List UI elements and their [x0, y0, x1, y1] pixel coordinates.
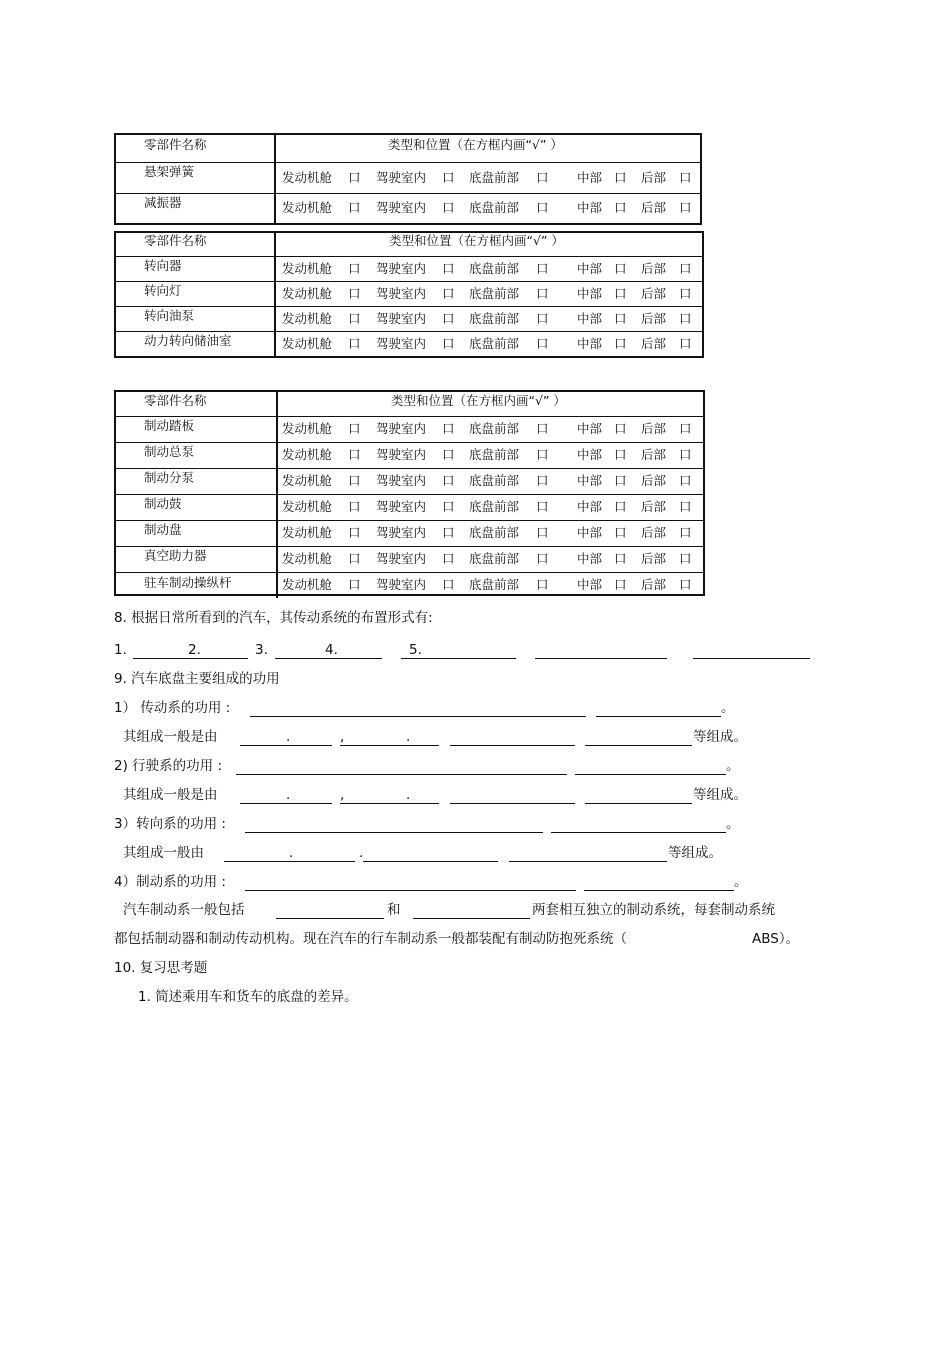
checkbox-cab[interactable]: 口 [442, 200, 455, 215]
q9-l1: 1） 传动系的功用 : [114, 700, 231, 716]
table-row [116, 546, 703, 572]
checkbox-middle[interactable]: 口 [614, 336, 627, 351]
header-name: 零部件名称 [144, 137, 207, 152]
option-chassis-front: 底盘前部 [469, 200, 520, 215]
option-middle: 中部 [577, 577, 603, 592]
checkbox-cab[interactable]: 口 [442, 473, 455, 488]
option-engine-bay: 发动机舱 [282, 200, 333, 215]
option-engine-bay: 发动机舱 [282, 499, 333, 514]
checkbox-middle[interactable]: 口 [614, 170, 627, 185]
blank-steering-function-2[interactable] [551, 832, 726, 833]
checkbox-engine-bay[interactable]: 口 [348, 473, 361, 488]
blank[interactable] [240, 745, 332, 746]
checkbox-middle[interactable]: 口 [614, 261, 627, 276]
option-chassis-front: 底盘前部 [469, 421, 520, 436]
option-rear: 后部 [641, 421, 667, 436]
checkbox-rear[interactable]: 口 [679, 261, 692, 276]
option-cab: 驾驶室内 [376, 577, 427, 592]
option-middle: 中部 [577, 499, 603, 514]
comma: , [340, 729, 345, 745]
option-rear: 后部 [641, 170, 667, 185]
checkbox-rear[interactable]: 口 [679, 499, 692, 514]
table-row [116, 162, 700, 193]
etc: 等组成。 [693, 729, 747, 745]
checkbox-cab[interactable]: 口 [442, 170, 455, 185]
checkbox-middle[interactable]: 口 [614, 311, 627, 326]
option-chassis-front: 底盘前部 [469, 473, 520, 488]
blank-running-function-2[interactable] [575, 774, 726, 775]
dot: . [286, 787, 291, 803]
brake-text-a: 汽车制动系一般包括 [123, 902, 245, 918]
q8-n5: 5. [409, 642, 422, 658]
header-name: 零部件名称 [144, 393, 207, 408]
option-rear: 后部 [641, 499, 667, 514]
checkbox-chassis-front[interactable]: 口 [536, 336, 549, 351]
option-cab: 驾驶室内 [376, 421, 427, 436]
option-cab: 驾驶室内 [376, 200, 427, 215]
checkbox-cab[interactable]: 口 [442, 421, 455, 436]
blank[interactable] [585, 745, 692, 746]
option-middle: 中部 [577, 336, 603, 351]
checkbox-rear[interactable]: 口 [679, 577, 692, 592]
period: 。 [734, 874, 748, 890]
checkbox-middle[interactable]: 口 [614, 421, 627, 436]
header-type: 类型和位置（在方框内画“√” ） [389, 233, 564, 248]
checkbox-rear[interactable]: 口 [679, 336, 692, 351]
comma: , [340, 787, 345, 803]
part-name: 转向灯 [144, 283, 182, 298]
option-middle: 中部 [577, 473, 603, 488]
q8-n4: 4. [325, 642, 338, 658]
blank[interactable] [450, 803, 575, 804]
table-row [116, 494, 703, 520]
option-rear: 后部 [641, 311, 667, 326]
option-rear: 后部 [641, 286, 667, 301]
table-suspension [114, 133, 702, 225]
table-row [116, 331, 702, 356]
option-rear: 后部 [641, 525, 667, 540]
blank[interactable] [585, 803, 692, 804]
part-name: 转向油泵 [144, 308, 195, 323]
blank-brake-function[interactable] [245, 890, 576, 891]
blank[interactable] [509, 861, 667, 862]
checkbox-chassis-front[interactable]: 口 [536, 551, 549, 566]
checkbox-engine-bay[interactable]: 口 [348, 311, 361, 326]
checkbox-cab[interactable]: 口 [442, 311, 455, 326]
blank-1[interactable] [133, 658, 248, 659]
blank[interactable] [224, 861, 355, 862]
option-engine-bay: 发动机舱 [282, 311, 333, 326]
checkbox-engine-bay[interactable]: 口 [348, 525, 361, 540]
option-rear: 后部 [641, 447, 667, 462]
q9-l3: 3）转向系的功用 : [114, 816, 226, 832]
option-chassis-front: 底盘前部 [469, 336, 520, 351]
q8-n3: 3. [255, 642, 268, 658]
checkbox-rear[interactable]: 口 [679, 473, 692, 488]
table-header [116, 233, 702, 256]
q9-l3b: 其组成一般由 [123, 845, 204, 861]
dot: . [406, 729, 411, 745]
blank-transmission-function[interactable] [250, 716, 586, 717]
part-name: 悬架弹簧 [144, 164, 195, 179]
option-engine-bay: 发动机舱 [282, 421, 333, 436]
checkbox-engine-bay[interactable]: 口 [348, 421, 361, 436]
checkbox-cab[interactable]: 口 [442, 577, 455, 592]
option-middle: 中部 [577, 200, 603, 215]
option-chassis-front: 底盘前部 [469, 311, 520, 326]
checkbox-rear[interactable]: 口 [679, 551, 692, 566]
blank-6[interactable] [535, 658, 667, 659]
option-engine-bay: 发动机舱 [282, 286, 333, 301]
option-rear: 后部 [641, 473, 667, 488]
table-steering [114, 231, 704, 358]
option-engine-bay: 发动机舱 [282, 170, 333, 185]
option-middle: 中部 [577, 525, 603, 540]
checkbox-chassis-front[interactable]: 口 [536, 200, 549, 215]
option-engine-bay: 发动机舱 [282, 473, 333, 488]
option-engine-bay: 发动机舱 [282, 525, 333, 540]
option-chassis-front: 底盘前部 [469, 551, 520, 566]
header-type: 类型和位置（在方框内画“√” ） [391, 393, 566, 408]
checkbox-chassis-front[interactable]: 口 [536, 473, 549, 488]
checkbox-engine-bay[interactable]: 口 [348, 200, 361, 215]
checkbox-middle[interactable]: 口 [614, 551, 627, 566]
table-row [116, 520, 703, 546]
option-engine-bay: 发动机舱 [282, 261, 333, 276]
blank[interactable] [450, 745, 575, 746]
blank-5[interactable] [401, 658, 516, 659]
checkbox-chassis-front[interactable]: 口 [536, 421, 549, 436]
part-name: 制动踏板 [144, 418, 195, 433]
table-row [116, 572, 703, 598]
option-rear: 后部 [641, 200, 667, 215]
q9-l2b: 其组成一般是由 [123, 787, 218, 803]
option-cab: 驾驶室内 [376, 336, 427, 351]
checkbox-rear[interactable]: 口 [679, 286, 692, 301]
blank[interactable] [340, 803, 439, 804]
period: 。 [726, 758, 740, 774]
checkbox-chassis-front[interactable]: 口 [536, 311, 549, 326]
option-engine-bay: 发动机舱 [282, 447, 333, 462]
part-name: 动力转向储油室 [144, 333, 232, 348]
option-cab: 驾驶室内 [376, 447, 427, 462]
option-middle: 中部 [577, 311, 603, 326]
q8-n1: 1. [114, 642, 127, 658]
table-header [116, 135, 700, 162]
checkbox-engine-bay[interactable]: 口 [348, 577, 361, 592]
option-cab: 驾驶室内 [376, 261, 427, 276]
header-name: 零部件名称 [144, 233, 207, 248]
q10-title: 10. 复习思考题 [114, 960, 208, 976]
q8-n2: 2. [188, 642, 201, 658]
table-header [116, 392, 703, 416]
checkbox-middle[interactable]: 口 [614, 499, 627, 514]
part-name: 转向器 [144, 258, 182, 273]
option-chassis-front: 底盘前部 [469, 577, 520, 592]
blank-7[interactable] [693, 658, 810, 659]
part-name: 制动分泵 [144, 470, 195, 485]
checkbox-rear[interactable]: 口 [679, 311, 692, 326]
option-middle: 中部 [577, 286, 603, 301]
option-engine-bay: 发动机舱 [282, 336, 333, 351]
checkbox-chassis-front[interactable]: 口 [536, 577, 549, 592]
blank[interactable] [240, 803, 332, 804]
q8-title: 8. 根据日常所看到的汽车，其传动系统的布置形式有: [114, 610, 433, 626]
table-brake [114, 390, 705, 596]
checkbox-middle[interactable]: 口 [614, 447, 627, 462]
checkbox-engine-bay[interactable]: 口 [348, 551, 361, 566]
checkbox-chassis-front[interactable]: 口 [536, 286, 549, 301]
checkbox-chassis-front[interactable]: 口 [536, 261, 549, 276]
part-name: 减振器 [144, 195, 182, 210]
period: 。 [726, 816, 740, 832]
blank-running-function[interactable] [236, 774, 567, 775]
checkbox-engine-bay[interactable]: 口 [348, 336, 361, 351]
period: 。 [721, 700, 735, 716]
checkbox-middle[interactable]: 口 [614, 200, 627, 215]
option-chassis-front: 底盘前部 [469, 261, 520, 276]
brake-text-b: 两套相互独立的制动系统，每套制动系统 [532, 902, 775, 918]
checkbox-middle[interactable]: 口 [614, 286, 627, 301]
option-middle: 中部 [577, 421, 603, 436]
brake-text-c: 都包括制动器和制动传动机构。现在汽车的行车制动系一般都装配有制动防抱死系统（ [114, 931, 627, 947]
checkbox-cab[interactable]: 口 [442, 447, 455, 462]
part-name: 制动总泵 [144, 444, 195, 459]
option-cab: 驾驶室内 [376, 499, 427, 514]
part-name: 制动鼓 [144, 496, 182, 511]
dot: . [289, 845, 294, 861]
q10-item-1: 1. 简述乘用车和货车的底盘的差异。 [138, 989, 358, 1005]
checkbox-engine-bay[interactable]: 口 [348, 261, 361, 276]
blank-transmission-function-2[interactable] [596, 716, 721, 717]
checkbox-middle[interactable]: 口 [614, 577, 627, 592]
checkbox-cab[interactable]: 口 [442, 286, 455, 301]
table-row [116, 281, 702, 306]
checkbox-engine-bay[interactable]: 口 [348, 447, 361, 462]
option-rear: 后部 [641, 336, 667, 351]
blank-brake-system-2[interactable] [413, 918, 530, 919]
checkbox-engine-bay[interactable]: 口 [348, 499, 361, 514]
table-row [116, 468, 703, 494]
checkbox-middle[interactable]: 口 [614, 525, 627, 540]
blank[interactable] [363, 861, 498, 862]
checkbox-rear[interactable]: 口 [679, 447, 692, 462]
option-cab: 驾驶室内 [376, 525, 427, 540]
checkbox-middle[interactable]: 口 [614, 473, 627, 488]
option-engine-bay: 发动机舱 [282, 551, 333, 566]
q9-l1b: 其组成一般是由 [123, 729, 218, 745]
option-chassis-front: 底盘前部 [469, 447, 520, 462]
abs: ABS）。 [752, 931, 800, 947]
option-chassis-front: 底盘前部 [469, 286, 520, 301]
checkbox-engine-bay[interactable]: 口 [348, 170, 361, 185]
option-rear: 后部 [641, 551, 667, 566]
option-chassis-front: 底盘前部 [469, 499, 520, 514]
checkbox-cab[interactable]: 口 [442, 525, 455, 540]
option-cab: 驾驶室内 [376, 311, 427, 326]
brake-and: 和 [387, 902, 401, 918]
q9-l2: 2) 行驶系的功用 : [114, 758, 222, 774]
option-engine-bay: 发动机舱 [282, 577, 333, 592]
blank-brake-function-2[interactable] [584, 890, 734, 891]
checkbox-cab[interactable]: 口 [442, 551, 455, 566]
checkbox-chassis-front[interactable]: 口 [536, 499, 549, 514]
table-row [116, 442, 703, 468]
q9-l4: 4）制动系的功用 : [114, 874, 226, 890]
option-rear: 后部 [641, 261, 667, 276]
checkbox-cab[interactable]: 口 [442, 336, 455, 351]
blank[interactable] [340, 745, 439, 746]
checkbox-chassis-front[interactable]: 口 [536, 170, 549, 185]
etc: 等组成。 [693, 787, 747, 803]
option-cab: 驾驶室内 [376, 286, 427, 301]
checkbox-engine-bay[interactable]: 口 [348, 286, 361, 301]
dot: . [359, 845, 364, 861]
blank-steering-function[interactable] [245, 832, 543, 833]
part-name: 真空助力器 [144, 548, 207, 563]
dot: . [286, 729, 291, 745]
blank-brake-system-1[interactable] [276, 918, 384, 919]
option-rear: 后部 [641, 577, 667, 592]
q9-title: 9. 汽车底盘主要组成的功用 [114, 671, 280, 687]
option-chassis-front: 底盘前部 [469, 525, 520, 540]
table-row [116, 416, 703, 442]
option-middle: 中部 [577, 261, 603, 276]
option-cab: 驾驶室内 [376, 170, 427, 185]
part-name: 制动盘 [144, 522, 182, 537]
etc: 等组成。 [668, 845, 722, 861]
option-chassis-front: 底盘前部 [469, 170, 520, 185]
part-name: 驻车制动操纵杆 [144, 575, 232, 590]
checkbox-cab[interactable]: 口 [442, 261, 455, 276]
checkbox-rear[interactable]: 口 [679, 170, 692, 185]
checkbox-cab[interactable]: 口 [442, 499, 455, 514]
checkbox-chassis-front[interactable]: 口 [536, 447, 549, 462]
checkbox-rear[interactable]: 口 [679, 421, 692, 436]
option-middle: 中部 [577, 551, 603, 566]
table-row [116, 256, 702, 281]
option-cab: 驾驶室内 [376, 473, 427, 488]
blank-3[interactable] [275, 658, 382, 659]
header-type: 类型和位置（在方框内画“√” ） [388, 137, 563, 152]
option-cab: 驾驶室内 [376, 551, 427, 566]
dot: . [406, 787, 411, 803]
checkbox-chassis-front[interactable]: 口 [536, 525, 549, 540]
option-middle: 中部 [577, 170, 603, 185]
table-row [116, 193, 700, 223]
option-middle: 中部 [577, 447, 603, 462]
checkbox-rear[interactable]: 口 [679, 200, 692, 215]
table-row [116, 306, 702, 331]
checkbox-rear[interactable]: 口 [679, 525, 692, 540]
